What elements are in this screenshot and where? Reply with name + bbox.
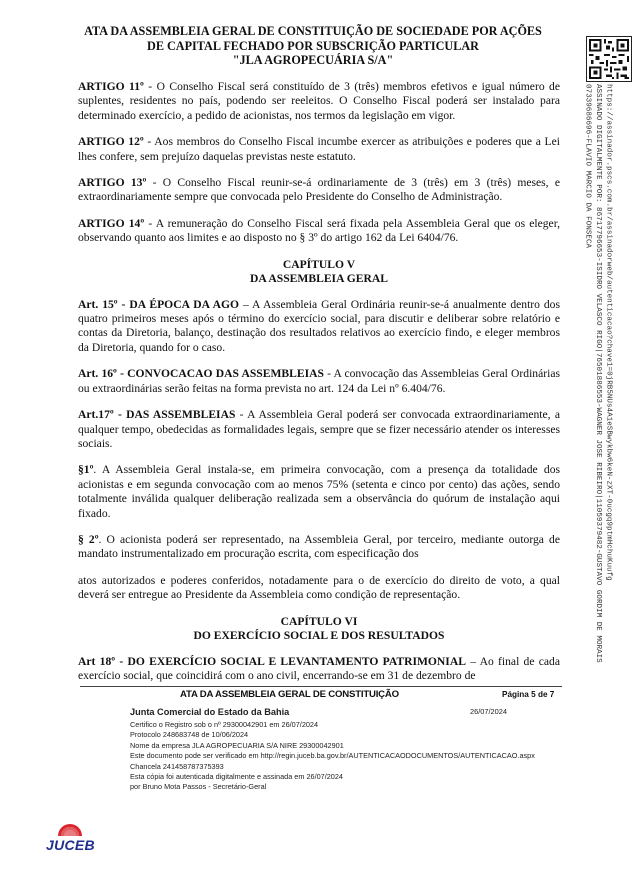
- stamp-date: 26/07/2024: [470, 707, 507, 716]
- stamp-signer: por Bruno Mota Passos - Secretário-Geral: [130, 782, 267, 792]
- signature-line-2: 07339686696-FLAVIO MARCIO DA FONSECA: [583, 84, 592, 249]
- paragraph-2-lead: § 2º: [78, 532, 99, 546]
- header-line-2: DE CAPITAL FECHADO POR SUBSCRIÇÃO PARTICULAR: [147, 38, 479, 53]
- article-14: [78, 217, 560, 246]
- article-15: [78, 298, 560, 356]
- stamp-authentication: Esta cópia foi autenticada digitalmente e assinada em 26/07/2024: [130, 772, 343, 782]
- article-13-lead: ARTIGO 13º: [78, 176, 147, 190]
- chapter-5-heading: [78, 258, 560, 286]
- chapter-5-number: CAPÍTULO V: [282, 257, 356, 271]
- article-12-lead: ARTIGO 12º: [78, 135, 144, 149]
- article-12: [78, 135, 560, 164]
- verification-url: https://assinador.pscs.com.br/assinadorweb/autenticacao?chave1=0jRB5NUs4A1eSBwykbw6keN-zXT-0ucgq9ptmHchuKuufg: [604, 84, 613, 581]
- article-15-lead: Art. 15º - DA ÉPOCA DA AGO: [78, 297, 240, 311]
- article-16: [78, 367, 560, 396]
- stamp-verification: Este documento pode ser verificado em http://regin.juceb.ba.gov.br/AUTENTICACAODOCUMENTOS/AUTENTICACAO.aspx: [130, 751, 535, 761]
- paragraph-2-continuation: atos autorizados e poderes conferidos, notadamente para o de exercício do direito de voto, a qual deverá ser entregue ao Presidente da Assembleia como condição de representação.: [78, 573, 560, 602]
- article-11-text: - O Conselho Fiscal será constituído de 3 (três) membros efetivos e igual número de suplentes, residentes no país, podendo ser reeleitos. O Conselho Fiscal poderá ser instalado para determinado exercício, a pedido de acionistas, nos termos da legislação em vigor.: [78, 80, 560, 122]
- article-16-lead: Art. 16º - CONVOCACAO DAS ASSEMBLEIAS: [78, 367, 324, 381]
- juceb-logo-text: JUCEB: [46, 837, 95, 853]
- chapter-5-title: DA ASSEMBLEIA GERAL: [250, 271, 388, 285]
- paragraph-1-text: . A Assembleia Geral instala-se, em primeira convocação, com a presença da totalidade dos acionistas e em segunda convocação com ao menos 75% (setenta e cinco por cento) das ações, sendo totalmente inválida qualquer deliberação realizada sem a observância do quórum de instalação aqui fixado.: [78, 463, 560, 520]
- article-17: [78, 408, 560, 451]
- document-header: [70, 24, 556, 68]
- stamp-protocol: Protocolo 248683748 de 10/06/2024: [130, 730, 249, 740]
- signature-line-1: ASSINADO DIGITALMENTE POR: 86717796653-ISIDRO VELASCO RIGO|76501886553-WAGNER JOSE RIBEIRO|11059379482-GUSTAVO GORDIM DE MORAIS: [594, 84, 602, 663]
- paragraph-2-text: . O acionista poderá ser representado, na Assembleia Geral, por terceiro, mediante outorga de mandato instrumentalizado em procuração escrita, com especificação dos: [78, 532, 560, 561]
- article-18-text: – Ao final de cada exercício social, que coincidirá com o ano civil, encerrando-se em 31 de dezembro de: [78, 654, 560, 682]
- article-14-text: - A remuneração do Conselho Fiscal será fixada pela Assembleia Geral que os eleger, observando quanto aos limites e ao disposto no § 3º do artigo 162 da Lei 6404/76.: [78, 216, 561, 245]
- header-line-1: ATA DA ASSEMBLEIA GERAL DE CONSTITUIÇÃO DE SOCIEDADE POR AÇÕES: [84, 24, 542, 38]
- document-body: [78, 80, 561, 682]
- qr-code-icon: [586, 36, 632, 82]
- article-13-text: - O Conselho Fiscal reunir-se-á ordinariamente de 3 (três) em 3 (três) meses, e extraordinariamente sempre que convocada pelo Presidente do Conselho de Administração.: [78, 176, 560, 204]
- paragraph-1: [78, 463, 560, 521]
- header-line-3: "JLA AGROPECUÁRIA S/A": [232, 53, 394, 67]
- article-11-lead: ARTIGO 11º: [78, 80, 144, 93]
- stamp-company: Nome da empresa JLA AGROPECUARIA S/A NIRE 29300042901: [130, 740, 344, 750]
- chapter-6-number: CAPÍTULO VI: [280, 614, 358, 628]
- stamp-registration: Certifico o Registro sob o nº 29300042901 em 26/07/2024: [130, 720, 319, 729]
- footer-divider: [80, 686, 562, 687]
- chapter-6-heading: [78, 615, 560, 643]
- article-18-lead: Art 18º - DO EXERCÍCIO SOCIAL E LEVANTAMENTO PATRIMONIAL: [78, 654, 466, 668]
- article-12-text: - Aos membros do Conselho Fiscal incumbe exercer as atribuições e poderes que a Lei lhes confere, sem prejuízo daquelas previstas neste estatuto.: [78, 135, 560, 163]
- registry-stamp: [130, 706, 610, 793]
- article-11: [78, 80, 560, 123]
- article-16-text: - A convocação das Assembleias Geral Ordinárias ou extraordinárias serão feitas na forma prevista no art. 124 da Lei nº 6.404/76.: [78, 367, 560, 395]
- chapter-6-title: DO EXERCÍCIO SOCIAL E DOS RESULTADOS: [193, 628, 445, 642]
- paragraph-1-lead: §1º: [78, 463, 94, 477]
- article-18: [78, 655, 560, 684]
- article-14-lead: ARTIGO 14º: [78, 216, 145, 230]
- article-17-lead: Art.17º - DAS ASSEMBLEIAS: [78, 408, 236, 422]
- article-17-text: - A Assembleia Geral poderá ser convocada extraordinariamente, a qualquer tempo, obedecidas as formalidades legais, sempre que se fizer necessário atender os interesses sociais.: [78, 408, 560, 450]
- footer-title: ATA DA ASSEMBLEIA GERAL DE CONSTITUIÇÃO: [180, 689, 399, 700]
- page-number: Página 5 de 7: [502, 690, 555, 699]
- digital-signature-margin-text: [582, 84, 614, 663]
- stamp-seal-code: Chancela 241458787375393: [130, 761, 224, 771]
- article-15-text: – A Assembleia Geral Ordinária reunir-se-á anualmente dentro dos quatro primeiros meses após o término do exercício social, para discutir e deliberar sobre relatório e contas da Diretoria, balanço, destinação dos resultados relativos ao exercício findo, e eleger membros da Diretoria, quando for o caso.: [78, 297, 560, 354]
- article-13: [78, 176, 560, 205]
- paragraph-2: [78, 533, 560, 562]
- stamp-title: Junta Comercial do Estado da Bahia: [130, 707, 290, 717]
